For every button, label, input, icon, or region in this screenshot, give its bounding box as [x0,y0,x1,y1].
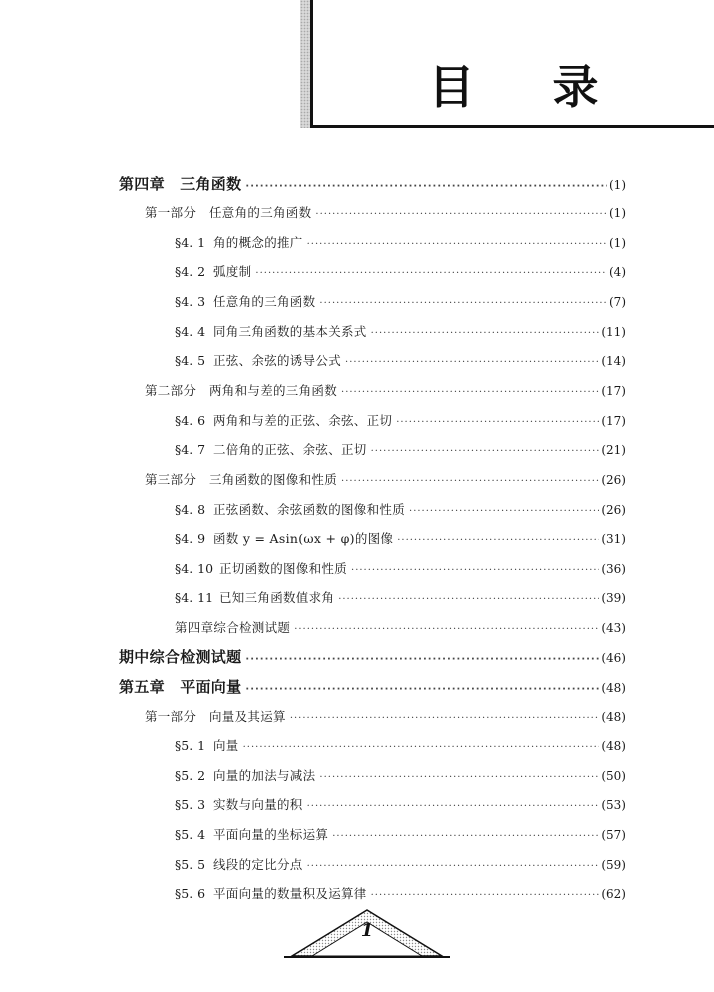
toc-entry-chapter [119,173,626,195]
page-number: 1 [360,920,374,941]
toc-page-number: (39) [601,591,626,605]
toc-entry-section [175,439,626,461]
toc-page-number: (43) [601,621,626,635]
toc-page-number: (46) [601,651,626,665]
toc-dot-leader [319,767,599,789]
toc-dot-leader [319,293,607,315]
toc-page-number: (48) [601,710,626,724]
toc-entry-section [175,291,626,313]
toc-page-number: (7) [609,295,626,309]
toc-title: 函数 y = Asin(ωx + φ)的图像 [213,531,394,546]
toc-title: 第一部分 向量及其运算 [145,709,286,724]
toc-entry-section [175,824,626,846]
toc-page-number: (48) [601,739,626,753]
toc-dot-leader [351,560,599,582]
toc-title: 线段的定比分点 [213,857,303,872]
toc-dot-leader [397,530,599,552]
toc-page-number: (48) [601,681,626,695]
toc-entry-part [145,202,626,224]
toc-title: 同角三角函数的基本关系式 [213,324,367,339]
toc-entry-part [145,469,626,491]
toc-dot-leader [255,263,607,285]
page-footer [282,906,452,962]
toc-dot-leader [243,737,600,759]
toc-dot-leader [341,471,599,493]
toc-section-number: §4. 8 [175,502,206,517]
toc-entry-section [175,499,626,521]
title-char-1: 目 [428,60,475,114]
toc-dot-leader [371,885,600,907]
toc-dot-leader [345,352,599,374]
toc-page-number: (50) [601,769,626,783]
toc-title: 正弦函数、余弦函数的图像和性质 [213,502,406,517]
toc-section-number: §4. 11 [175,590,214,605]
toc-dot-leader [371,323,600,345]
toc-section-number: §4. 1 [175,235,206,250]
toc-dot-leader [409,501,599,523]
toc-title: 实数与向量的积 [213,797,303,812]
toc-entry-chapter [119,676,626,698]
toc-entry-tail [175,617,626,639]
toc-dot-leader [245,176,607,198]
toc-title: 弧度制 [213,264,252,279]
toc-page-number: (26) [601,473,626,487]
toc-title: 第一部分 任意角的三角函数 [145,205,312,220]
toc-section-number: §4. 10 [175,561,214,576]
toc-page-number: (62) [601,887,626,901]
toc-title: 第五章 平面向量 [119,678,242,696]
toc-dot-leader [396,412,599,434]
toc-entry-section [175,321,626,343]
toc-title: 已知三角函数值求角 [219,590,335,605]
page-title [313,60,714,114]
toc-page-number: (26) [601,503,626,517]
toc-section-number: §4. 4 [175,324,206,339]
toc-title: 任意角的三角函数 [213,294,316,309]
toc-title: 期中综合检测试题 [119,648,242,666]
toc-section-number: §5. 1 [175,738,206,753]
toc-entry-section [175,765,626,787]
toc-section-number: §4. 6 [175,413,206,428]
toc-dot-leader [245,679,599,701]
toc-entry-section [175,410,626,432]
toc-entry-section [175,883,626,905]
toc-title: 正切函数的图像和性质 [219,561,348,576]
toc-dot-leader [371,441,600,463]
toc-page-number: (1) [609,206,626,220]
toc-dot-leader [341,382,599,404]
toc-entry-section [175,854,626,876]
toc-page-number: (59) [601,858,626,872]
toc-page-number: (57) [601,828,626,842]
toc-dot-leader [245,649,599,671]
toc-dot-leader [307,796,600,818]
toc-entry-section [175,794,626,816]
toc-title: 向量的加法与减法 [213,768,316,783]
toc-entry-chapter [119,646,626,668]
toc-title: 两角和与差的正弦、余弦、正切 [213,413,393,428]
toc-page-number: (14) [601,354,626,368]
toc-section-number: §5. 3 [175,797,206,812]
toc-entry-part [145,706,626,728]
toc-section-number: §4. 2 [175,264,206,279]
toc-dot-leader [332,826,599,848]
toc-page-number: (31) [601,532,626,546]
toc-page-number: (4) [609,265,626,279]
toc-page-number: (53) [601,798,626,812]
toc-section-number: §4. 9 [175,531,206,546]
toc-entry-section [175,735,626,757]
toc-title: 角的概念的推广 [213,235,303,250]
toc-entry-part [145,380,626,402]
toc-section-number: §5. 4 [175,827,206,842]
toc-entry-section [175,587,626,609]
toc-title: 平面向量的数量积及运算律 [213,886,367,901]
toc-title: 第四章 三角函数 [119,175,242,193]
toc-section-number: §4. 3 [175,294,206,309]
title-char-2: 录 [552,60,599,114]
toc-section-number: §5. 6 [175,886,206,901]
toc-section-number: §4. 7 [175,442,206,457]
toc-page-number: (17) [601,414,626,428]
toc-dot-leader [307,856,600,878]
toc-page-number: (17) [601,384,626,398]
toc-entry-section [175,232,626,254]
toc-dot-leader [290,708,600,730]
toc-section-number: §5. 5 [175,857,206,872]
toc-entry-section [175,558,626,580]
toc-dot-leader [315,204,607,226]
toc-section-number: §4. 5 [175,353,206,368]
toc-entry-section [175,261,626,283]
toc-dot-leader [307,234,607,256]
header-box [310,0,714,128]
toc-title: 平面向量的坐标运算 [213,827,329,842]
toc-page-number: (36) [601,562,626,576]
toc-title: 第四章综合检测试题 [175,620,291,635]
toc-title: 二倍角的正弦、余弦、正切 [213,442,367,457]
toc-page-number: (1) [609,178,626,192]
toc-title: 第二部分 两角和与差的三角函数 [145,383,338,398]
toc-section-number: §5. 2 [175,768,206,783]
toc-entry-section [175,528,626,550]
toc-title: 第三部分 三角函数的图像和性质 [145,472,338,487]
toc-page-number: (11) [601,325,626,339]
toc-page-number: (21) [601,443,626,457]
toc-dot-leader [338,589,599,611]
toc-entry-section [175,350,626,372]
toc-title: 正弦、余弦的诱导公式 [213,353,342,368]
toc-dot-leader [294,619,599,641]
toc-title: 向量 [213,738,239,753]
toc-page-number: (1) [609,236,626,250]
